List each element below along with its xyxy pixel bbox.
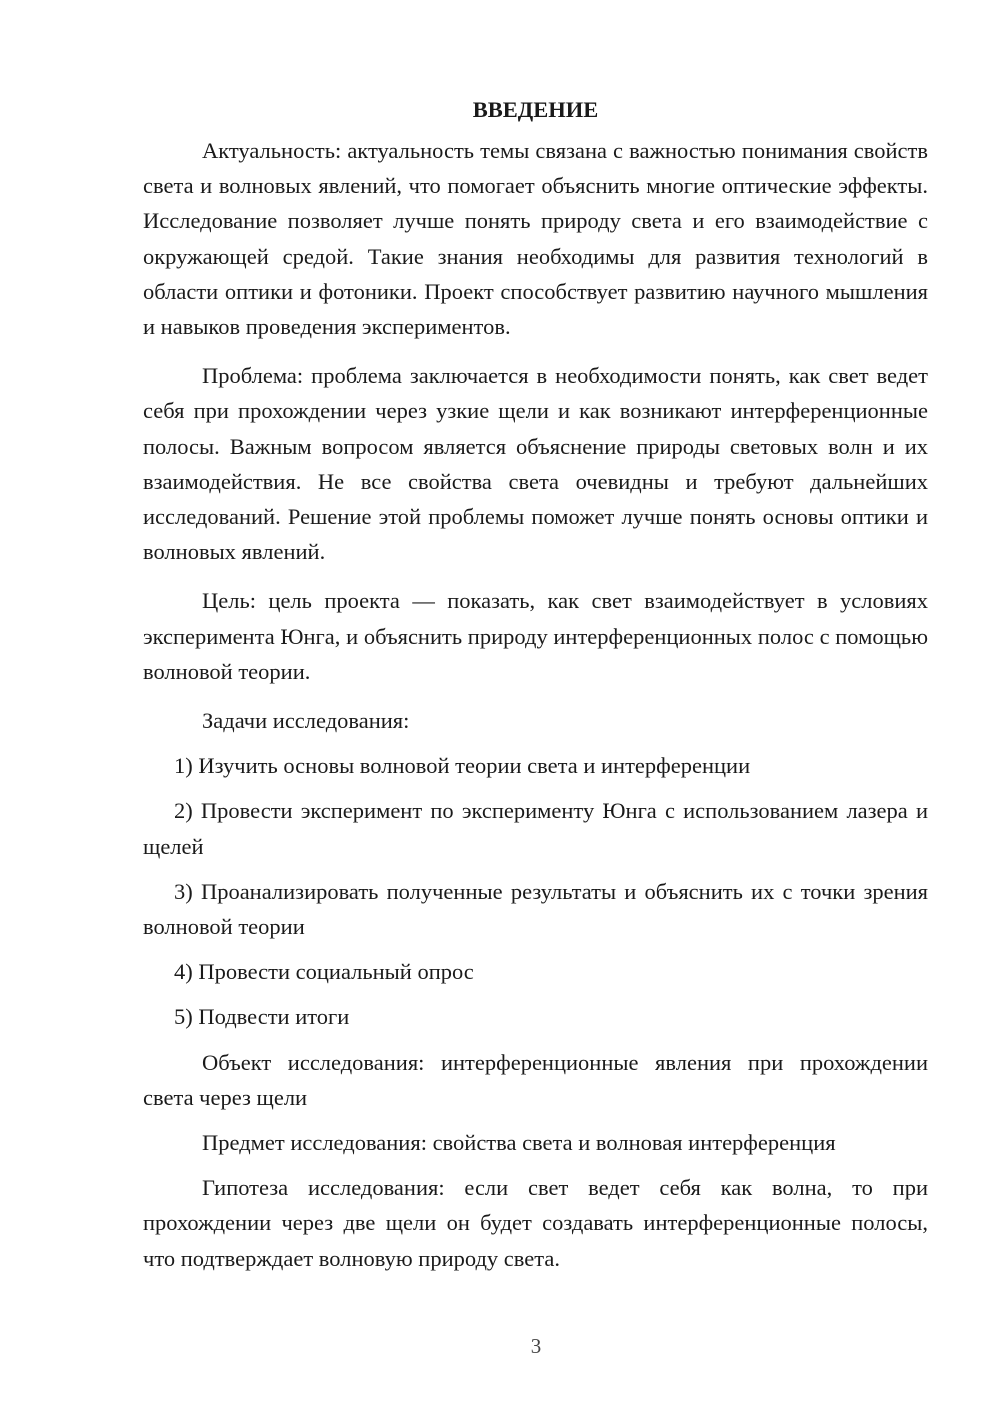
page-number: 3 xyxy=(530,1334,542,1358)
task-item-1: 1) Изучить основы волновой теории света и интерференции xyxy=(174,753,751,779)
goal-paragraph: Цель: цель проекта — показать, как свет взаимодействует в условиях эксперимента Юнга, и объяснить природу интерференционных полос с помощью волновой теории. xyxy=(143,588,928,684)
problem-paragraph: Проблема: проблема заключается в необходимости понять, как свет ведет себя при прохождении через узкие щели и как возникают интерференционные полосы. Важным вопросом является объяснение природы световых волн и их взаимодействия. Не все свойства света очевидны и требуют дальнейших исследований. Решение этой проблемы поможет лучше понять основы оптики и волновых явлений. xyxy=(143,363,928,565)
section-title: ВВЕДЕНИЕ xyxy=(472,97,599,122)
tasks-heading: Задачи исследования: xyxy=(202,708,410,734)
document-page xyxy=(143,92,928,1286)
relevance-paragraph: Актуальность: актуальность темы связана с важностью понимания свойств света и волновых явлений, что помогает объяснить многие оптические эффекты. Исследование позволяет лучше понять природу света и его взаимодействие с окружающей средой. Такие знания необходимы для развития технологий в области оптики и фотоники. Проект способствует развитию научного мышления и навыков проведения экспериментов. xyxy=(143,138,928,340)
task-item-5: 5) Подвести итоги xyxy=(174,1004,350,1030)
task-item-4: 4) Провести социальный опрос xyxy=(174,959,474,985)
task-item-3: 3) Проанализировать полученные результаты и объяснить их с точки зрения волновой теории xyxy=(143,878,928,940)
subject-paragraph: Предмет исследования: свойства света и волновая интерференция xyxy=(202,1130,836,1156)
hypothesis-paragraph: Гипотеза исследования: если свет ведет себя как волна, то при прохождении через две щели он будет создавать интерференционные полосы, что подтверждает волновую природу света. xyxy=(143,1175,928,1271)
task-item-2: 2) Провести эксперимент по эксперименту Юнга с использованием лазера и щелей xyxy=(143,798,928,859)
object-paragraph: Объект исследования: интерференционные явления при прохождении света через щели xyxy=(143,1049,928,1110)
